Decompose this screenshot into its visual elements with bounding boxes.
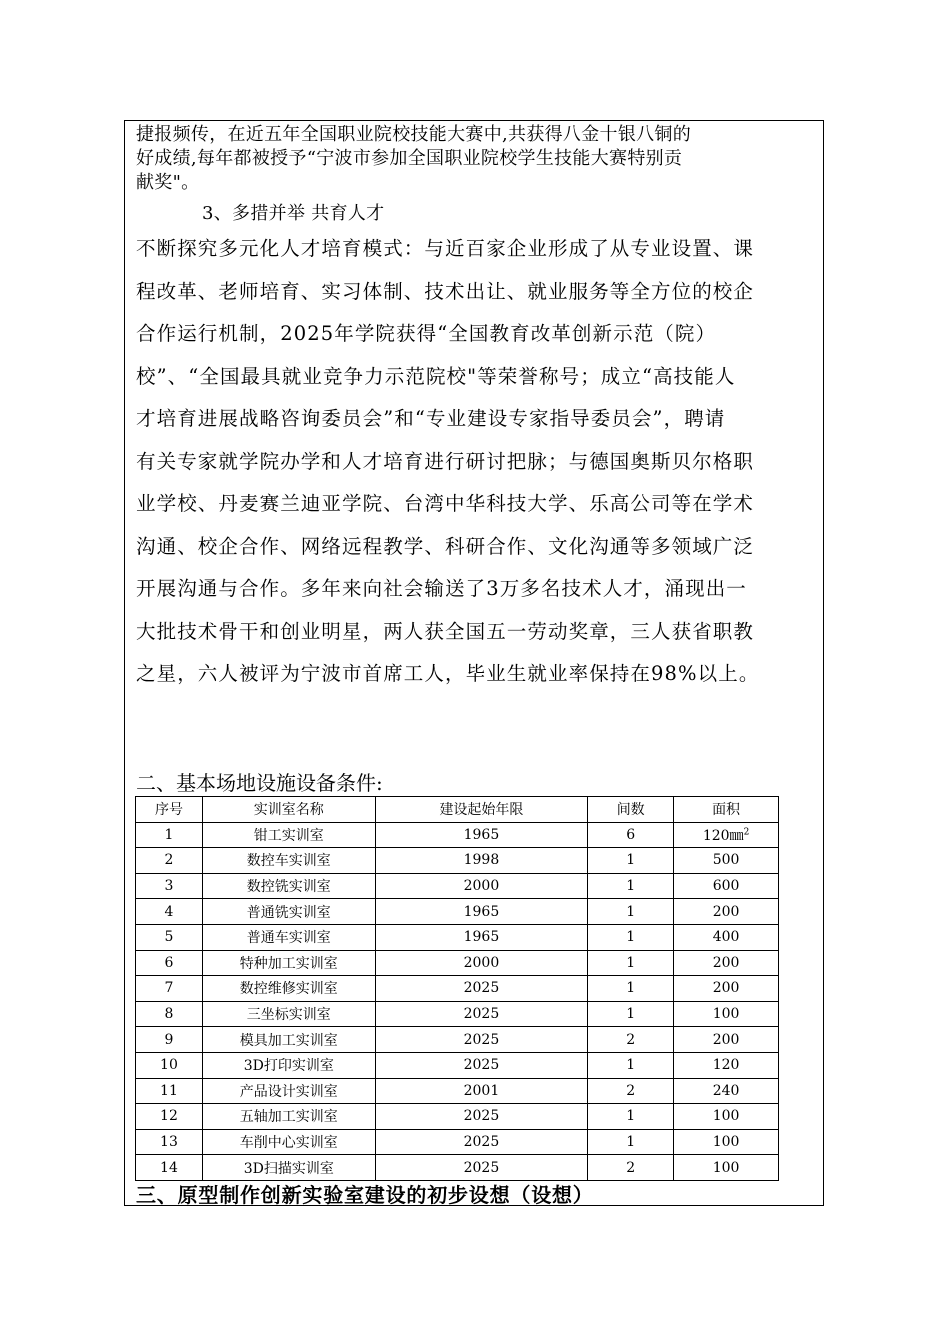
cell-room-count: 2 — [588, 1155, 674, 1181]
cell-room-name: 三坐标实训室 — [202, 1001, 375, 1027]
cell-room-name: 数控维修实训室 — [202, 976, 375, 1002]
table-row — [136, 899, 779, 925]
cell-area: 400 — [674, 924, 779, 950]
cell-index: 12 — [136, 1104, 203, 1130]
cell-room-name: 模具加工实训室 — [202, 1027, 375, 1053]
cell-start-year: 2025 — [375, 1052, 588, 1078]
cell-start-year: 2025 — [375, 1001, 588, 1027]
section-2-title: 二、基本场地设施设备条件: — [136, 771, 383, 795]
cell-room-count: 1 — [588, 1129, 674, 1155]
table-row — [136, 1129, 779, 1155]
cell-start-year: 2025 — [375, 1155, 588, 1181]
cell-area: 200 — [674, 1027, 779, 1053]
section-3-title: 三、原型制作创新实验室建设的初步设想（设想） — [136, 1183, 594, 1207]
table-row — [136, 924, 779, 950]
cell-room-count: 2 — [588, 1078, 674, 1104]
facilities-table — [135, 796, 779, 1181]
cell-room-count: 1 — [588, 848, 674, 874]
intro-line-2: 好成绩,每年都被授予“宁波市参加全国职业院校学生技能大赛特别贡 — [136, 148, 683, 169]
cell-area: 200 — [674, 950, 779, 976]
cell-area: 100 — [674, 1001, 779, 1027]
cell-area: 500 — [674, 848, 779, 874]
cell-index: 3 — [136, 873, 203, 899]
table-row — [136, 1027, 779, 1053]
cell-room-name: 特种加工实训室 — [202, 950, 375, 976]
table-row — [136, 976, 779, 1002]
cell-index: 14 — [136, 1155, 203, 1181]
body-line: 开展沟通与合作。多年来向社会输送了3万多名技术人才，涌现出一 — [136, 577, 747, 600]
cell-area: 200 — [674, 976, 779, 1002]
header-area: 面积 — [674, 797, 779, 823]
cell-room-count: 1 — [588, 1001, 674, 1027]
cell-room-name: 数控铣实训室 — [202, 873, 375, 899]
cell-area: 120 — [674, 1052, 779, 1078]
table-row — [136, 950, 779, 976]
cell-room-count: 1 — [588, 873, 674, 899]
cell-start-year: 2025 — [375, 1129, 588, 1155]
cell-start-year: 1998 — [375, 848, 588, 874]
cell-area: 600 — [674, 873, 779, 899]
table-row — [136, 1052, 779, 1078]
table-header-row — [136, 797, 779, 823]
cell-area: 120㎜$^2$ — [674, 822, 779, 848]
body-line: 才培育进展战略咨询委员会”和“专业建设专家指导委员会”，聘请 — [136, 407, 726, 430]
body-line: 大批技术骨干和创业明星，两人获全国五一劳动奖章，三人获省职教 — [136, 619, 755, 643]
cell-room-count: 6 — [588, 822, 674, 848]
cell-room-name: 五轴加工实训室 — [202, 1104, 375, 1130]
table-row — [136, 1001, 779, 1027]
body-line: 不断探究多元化人才培育模式：与近百家企业形成了从专业设置、课 — [136, 237, 755, 260]
cell-index: 11 — [136, 1078, 203, 1104]
cell-room-count: 2 — [588, 1027, 674, 1053]
cell-index: 2 — [136, 848, 203, 874]
header-index: 序号 — [136, 797, 203, 823]
cell-index: 9 — [136, 1027, 203, 1053]
cell-index: 4 — [136, 899, 203, 925]
cell-room-name: 钳工实训室 — [202, 822, 375, 848]
cell-room-count: 1 — [588, 924, 674, 950]
table-row — [136, 1078, 779, 1104]
intro-line-3: 献奖"。 — [136, 172, 200, 193]
cell-start-year: 1965 — [375, 822, 588, 848]
table-row — [136, 1155, 779, 1181]
table-row — [136, 1104, 779, 1130]
table-row — [136, 848, 779, 874]
cell-area: 240 — [674, 1078, 779, 1104]
cell-room-name: 车削中心实训室 — [202, 1129, 375, 1155]
cell-index: 8 — [136, 1001, 203, 1027]
cell-room-count: 1 — [588, 899, 674, 925]
body-line: 业学校、丹麦赛兰迪亚学院、台湾中华科技大学、乐高公司等在学术 — [136, 492, 755, 515]
cell-area: 200 — [674, 899, 779, 925]
cell-area: 100 — [674, 1104, 779, 1130]
body-line: 之星，六人被评为宁波市首席工人，毕业生就业率保持在98%以上。 — [136, 662, 760, 685]
body-paragraph — [136, 228, 816, 696]
cell-index: 10 — [136, 1052, 203, 1078]
body-line: 程改革、老师培育、实习体制、技术出让、就业服务等全方位的校企 — [136, 279, 755, 303]
cell-start-year: 2000 — [375, 950, 588, 976]
cell-room-name: 数控车实训室 — [202, 848, 375, 874]
cell-room-name: 普通车实训室 — [202, 924, 375, 950]
cell-index: 1 — [136, 822, 203, 848]
cell-room-name: 3D打印实训室 — [202, 1052, 375, 1078]
cell-index: 5 — [136, 924, 203, 950]
cell-room-name: 产品设计实训室 — [202, 1078, 375, 1104]
cell-start-year: 1965 — [375, 924, 588, 950]
cell-room-name: 3D扫描实训室 — [202, 1155, 375, 1181]
header-start-year: 建设起始年限 — [375, 797, 588, 823]
cell-start-year: 2000 — [375, 873, 588, 899]
body-line: 校”、“全国最具就业竞争力示范院校"等荣誉称号；成立“高技能人 — [136, 364, 736, 388]
cell-start-year: 2025 — [375, 1027, 588, 1053]
cell-index: 7 — [136, 976, 203, 1002]
area-unit-superscript: 2 — [743, 827, 750, 838]
table-row — [136, 873, 779, 899]
cell-index: 6 — [136, 950, 203, 976]
cell-start-year: 1965 — [375, 899, 588, 925]
cell-start-year: 2001 — [375, 1078, 588, 1104]
cell-area: 100 — [674, 1155, 779, 1181]
subheading: 3、多措并举 共育人才 — [202, 203, 385, 224]
cell-area: 100 — [674, 1129, 779, 1155]
cell-room-count: 1 — [588, 976, 674, 1002]
body-line: 沟通、校企合作、网络远程教学、科研合作、文化沟通等多领域广泛 — [136, 534, 755, 558]
header-room-name: 实训室名称 — [202, 797, 375, 823]
table-row — [136, 822, 779, 848]
intro-line-1: 捷报频传，在近五年全国职业院校技能大赛中,共获得八金十银八铜的 — [136, 124, 692, 145]
cell-room-count: 1 — [588, 950, 674, 976]
body-line: 有关专家就学院办学和人才培育进行研讨把脉；与德国奥斯贝尔格职 — [136, 449, 755, 473]
cell-room-name: 普通铣实训室 — [202, 899, 375, 925]
cell-start-year: 2025 — [375, 1104, 588, 1130]
cell-room-count: 1 — [588, 1104, 674, 1130]
cell-start-year: 2025 — [375, 976, 588, 1002]
header-room-count: 间数 — [588, 797, 674, 823]
cell-index: 13 — [136, 1129, 203, 1155]
body-line: 合作运行机制，2025年学院获得“全国教育改革创新示范（院） — [136, 322, 717, 345]
cell-room-count: 1 — [588, 1052, 674, 1078]
